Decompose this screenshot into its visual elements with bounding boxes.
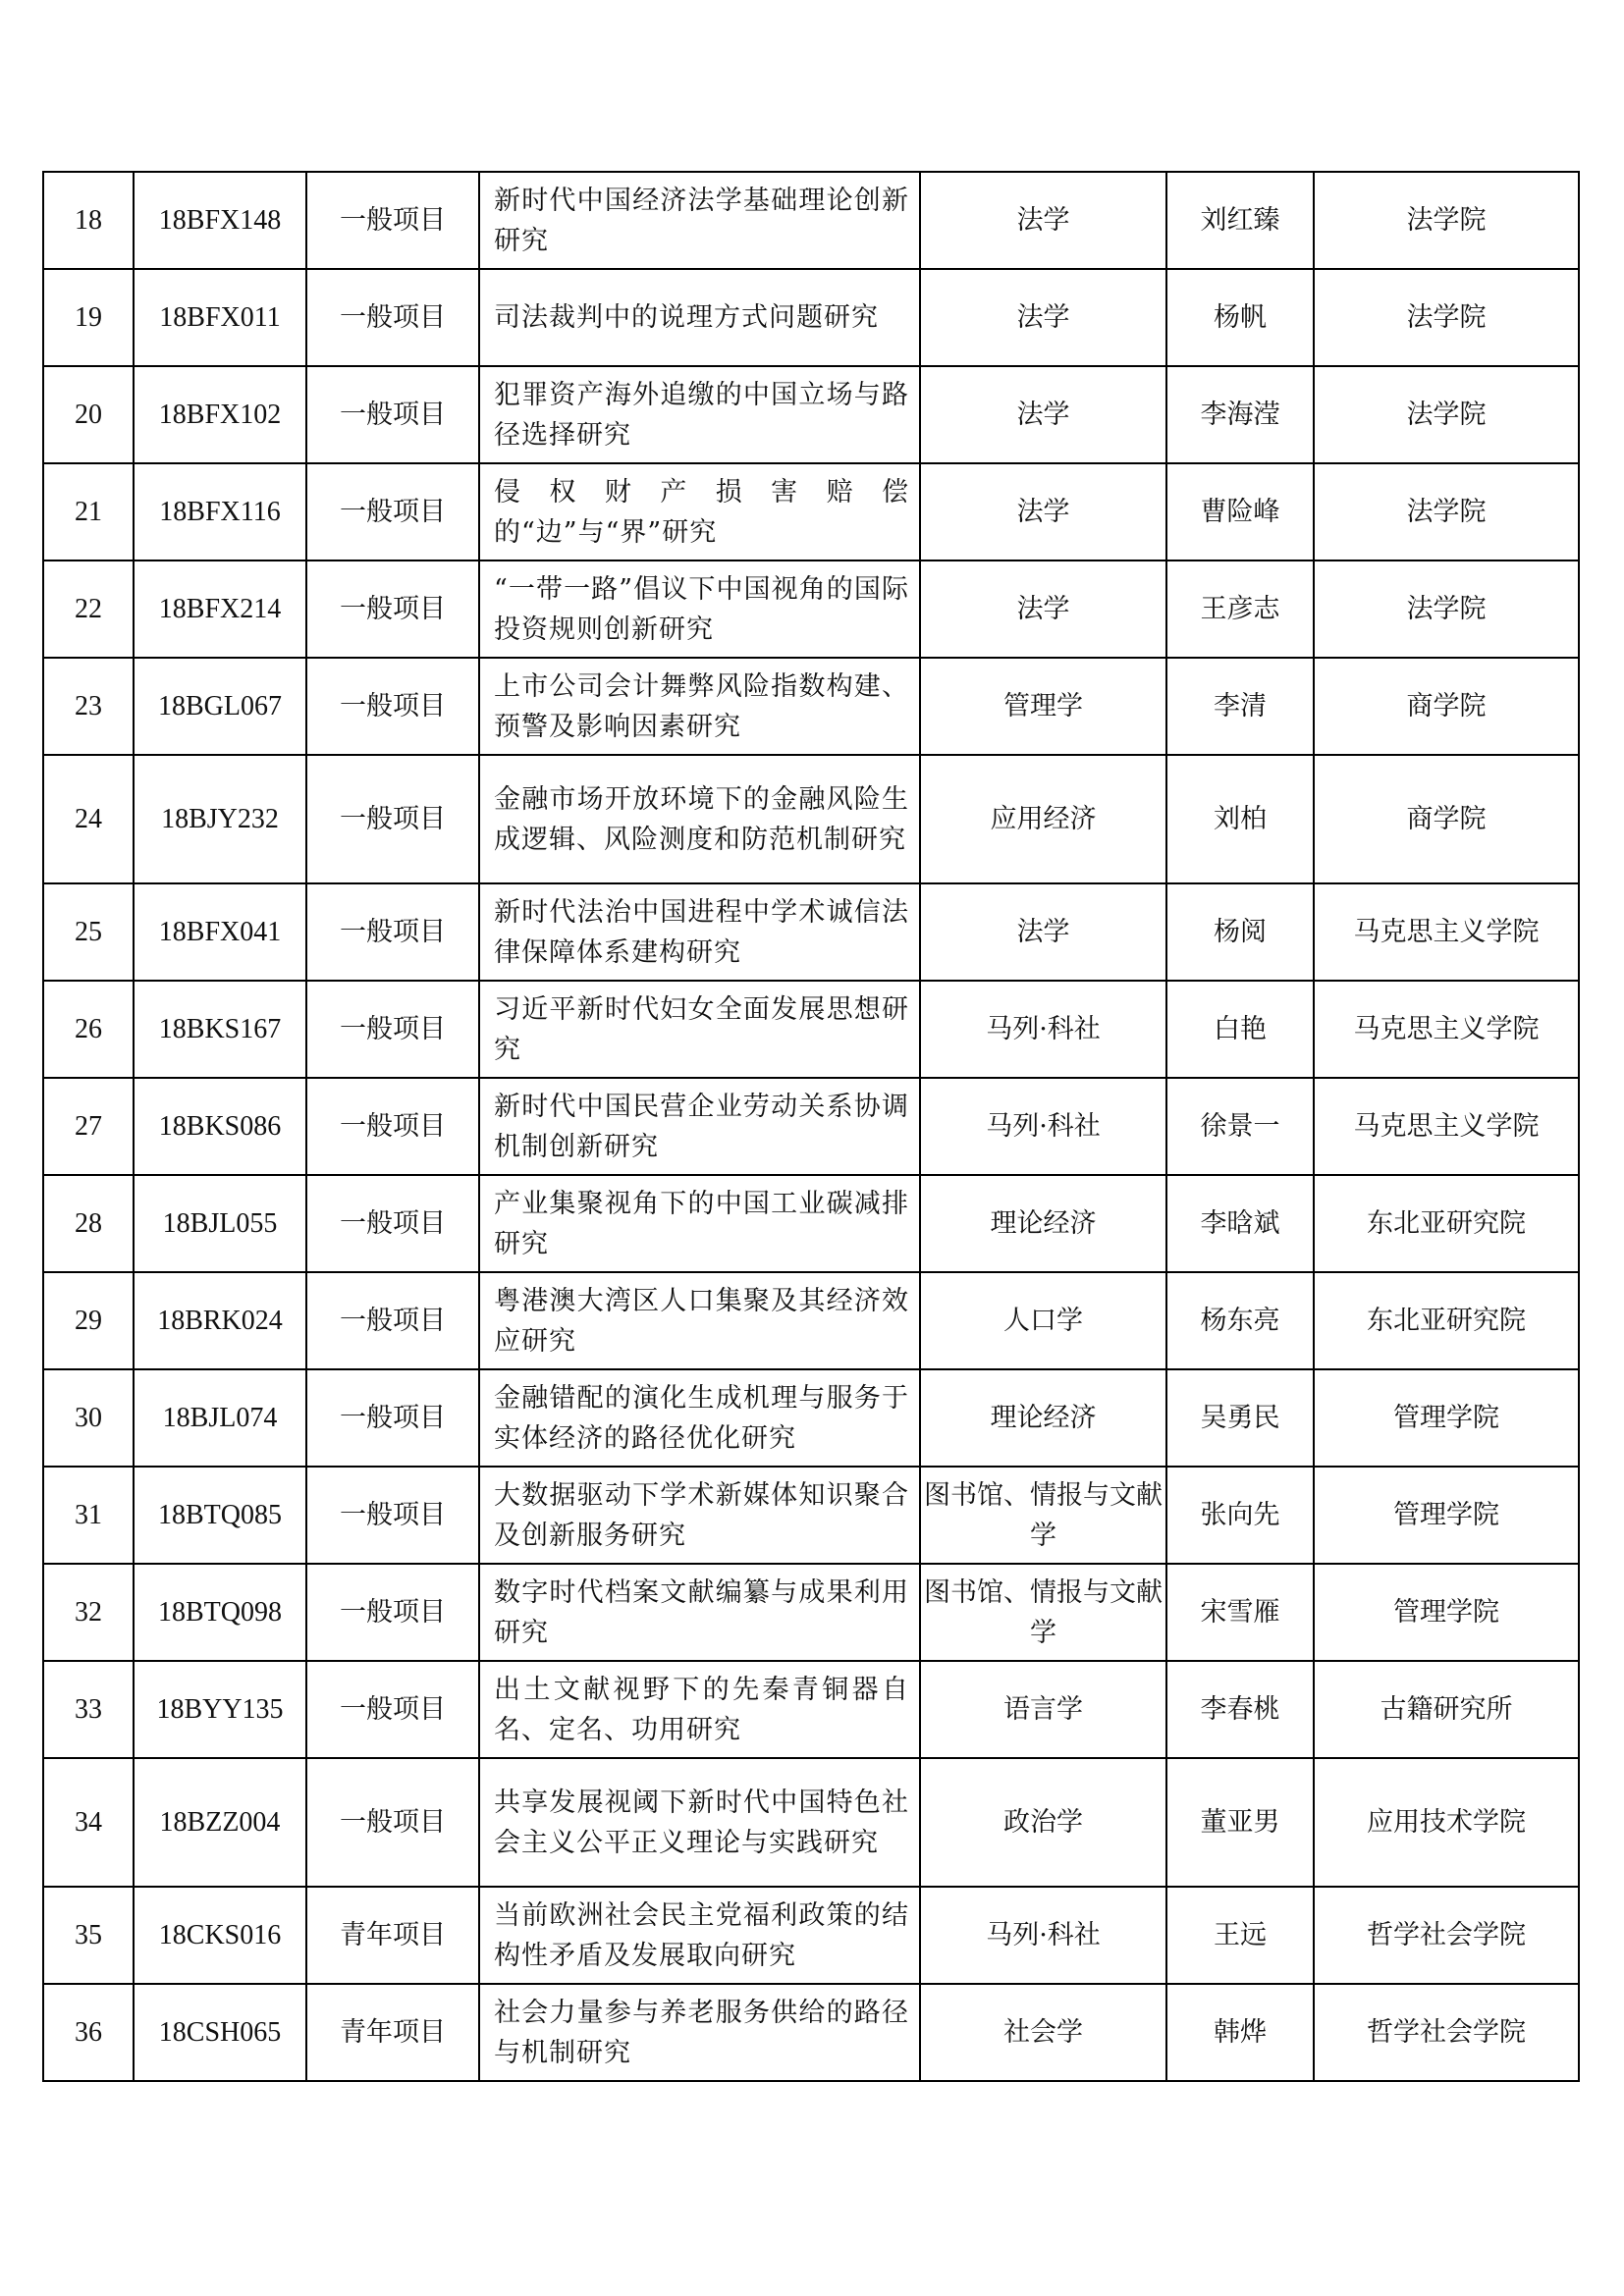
cell-leader: 刘柏 xyxy=(1166,755,1314,883)
cell-project-code: 18BFX011 xyxy=(134,269,306,366)
cell-discipline: 应用经济 xyxy=(920,755,1166,883)
cell-unit: 法学院 xyxy=(1314,463,1579,561)
table-row xyxy=(43,1564,1579,1661)
cell-leader: 曹险峰 xyxy=(1166,463,1314,561)
cell-project-code: 18BFX116 xyxy=(134,463,306,561)
cell-project-category: 一般项目 xyxy=(306,981,479,1078)
cell-number: 29 xyxy=(43,1272,134,1369)
cell-unit: 商学院 xyxy=(1314,755,1579,883)
cell-discipline: 图书馆、情报与文献学 xyxy=(920,1467,1166,1564)
cell-unit: 马克思主义学院 xyxy=(1314,981,1579,1078)
cell-project-category: 一般项目 xyxy=(306,1078,479,1175)
table-row xyxy=(43,1369,1579,1467)
cell-project-code: 18BYY135 xyxy=(134,1661,306,1758)
cell-number: 20 xyxy=(43,366,134,463)
cell-project-category: 一般项目 xyxy=(306,366,479,463)
cell-discipline: 理论经济 xyxy=(920,1175,1166,1272)
cell-leader: 杨东亮 xyxy=(1166,1272,1314,1369)
cell-project-code: 18BGL067 xyxy=(134,658,306,755)
cell-discipline: 语言学 xyxy=(920,1661,1166,1758)
cell-project-title: 新时代中国经济法学基础理论创新研究 xyxy=(479,172,920,269)
cell-project-title: 产业集聚视角下的中国工业碳减排研究 xyxy=(479,1175,920,1272)
cell-number: 33 xyxy=(43,1661,134,1758)
cell-number: 34 xyxy=(43,1758,134,1887)
cell-project-title: 上市公司会计舞弊风险指数构建、预警及影响因素研究 xyxy=(479,658,920,755)
cell-unit: 东北亚研究院 xyxy=(1314,1175,1579,1272)
cell-project-code: 18BTQ098 xyxy=(134,1564,306,1661)
cell-unit: 马克思主义学院 xyxy=(1314,1078,1579,1175)
cell-project-code: 18BRK024 xyxy=(134,1272,306,1369)
cell-project-category: 一般项目 xyxy=(306,269,479,366)
table-row xyxy=(43,658,1579,755)
cell-leader: 刘红臻 xyxy=(1166,172,1314,269)
cell-discipline: 法学 xyxy=(920,366,1166,463)
cell-number: 25 xyxy=(43,883,134,981)
cell-discipline: 管理学 xyxy=(920,658,1166,755)
cell-project-category: 一般项目 xyxy=(306,1272,479,1369)
cell-number: 36 xyxy=(43,1984,134,2081)
cell-number: 32 xyxy=(43,1564,134,1661)
cell-unit: 应用技术学院 xyxy=(1314,1758,1579,1887)
cell-number: 31 xyxy=(43,1467,134,1564)
cell-unit: 管理学院 xyxy=(1314,1369,1579,1467)
cell-project-category: 一般项目 xyxy=(306,1661,479,1758)
table-row xyxy=(43,1272,1579,1369)
cell-discipline: 法学 xyxy=(920,561,1166,658)
cell-leader: 张向先 xyxy=(1166,1467,1314,1564)
cell-discipline: 法学 xyxy=(920,172,1166,269)
table-row xyxy=(43,1984,1579,2081)
cell-leader: 李清 xyxy=(1166,658,1314,755)
cell-number: 28 xyxy=(43,1175,134,1272)
cell-project-category: 一般项目 xyxy=(306,883,479,981)
table-row xyxy=(43,981,1579,1078)
cell-project-category: 一般项目 xyxy=(306,1467,479,1564)
table-row xyxy=(43,561,1579,658)
cell-leader: 白艳 xyxy=(1166,981,1314,1078)
table-row xyxy=(43,1758,1579,1887)
cell-project-category: 一般项目 xyxy=(306,658,479,755)
cell-leader: 董亚男 xyxy=(1166,1758,1314,1887)
cell-project-category: 青年项目 xyxy=(306,1984,479,2081)
cell-unit: 哲学社会学院 xyxy=(1314,1887,1579,1984)
cell-unit: 马克思主义学院 xyxy=(1314,883,1579,981)
cell-project-title: 犯罪资产海外追缴的中国立场与路径选择研究 xyxy=(479,366,920,463)
cell-project-category: 一般项目 xyxy=(306,172,479,269)
cell-project-code: 18BJL055 xyxy=(134,1175,306,1272)
cell-discipline: 法学 xyxy=(920,883,1166,981)
table-row xyxy=(43,463,1579,561)
cell-unit: 哲学社会学院 xyxy=(1314,1984,1579,2081)
cell-unit: 管理学院 xyxy=(1314,1467,1579,1564)
cell-leader: 宋雪雁 xyxy=(1166,1564,1314,1661)
cell-project-category: 一般项目 xyxy=(306,1564,479,1661)
cell-project-category: 一般项目 xyxy=(306,1758,479,1887)
cell-project-title: 习近平新时代妇女全面发展思想研究 xyxy=(479,981,920,1078)
cell-unit: 古籍研究所 xyxy=(1314,1661,1579,1758)
cell-unit: 东北亚研究院 xyxy=(1314,1272,1579,1369)
cell-project-title: 司法裁判中的说理方式问题研究 xyxy=(479,269,920,366)
table-row xyxy=(43,1661,1579,1758)
table-row xyxy=(43,1467,1579,1564)
cell-project-code: 18BFX214 xyxy=(134,561,306,658)
cell-discipline: 社会学 xyxy=(920,1984,1166,2081)
cell-project-code: 18BJL074 xyxy=(134,1369,306,1467)
cell-leader: 杨阅 xyxy=(1166,883,1314,981)
cell-leader: 杨帆 xyxy=(1166,269,1314,366)
cell-project-code: 18BFX041 xyxy=(134,883,306,981)
cell-project-title: 当前欧洲社会民主党福利政策的结构性矛盾及发展取向研究 xyxy=(479,1887,920,1984)
cell-project-category: 一般项目 xyxy=(306,1369,479,1467)
cell-number: 26 xyxy=(43,981,134,1078)
cell-unit: 管理学院 xyxy=(1314,1564,1579,1661)
cell-number: 30 xyxy=(43,1369,134,1467)
cell-project-title: 金融错配的演化生成机理与服务于实体经济的路径优化研究 xyxy=(479,1369,920,1467)
cell-project-code: 18BZZ004 xyxy=(134,1758,306,1887)
cell-leader: 李海滢 xyxy=(1166,366,1314,463)
cell-project-code: 18CSH065 xyxy=(134,1984,306,2081)
cell-number: 21 xyxy=(43,463,134,561)
cell-unit: 法学院 xyxy=(1314,561,1579,658)
cell-leader: 吴勇民 xyxy=(1166,1369,1314,1467)
cell-number: 35 xyxy=(43,1887,134,1984)
table-row xyxy=(43,269,1579,366)
cell-number: 18 xyxy=(43,172,134,269)
cell-leader: 李晗斌 xyxy=(1166,1175,1314,1272)
cell-project-title: 新时代法治中国进程中学术诚信法律保障体系建构研究 xyxy=(479,883,920,981)
cell-unit: 法学院 xyxy=(1314,366,1579,463)
cell-leader: 王远 xyxy=(1166,1887,1314,1984)
table-row xyxy=(43,755,1579,883)
cell-project-title: 社会力量参与养老服务供给的路径与机制研究 xyxy=(479,1984,920,2081)
cell-project-title: 出土文献视野下的先秦青铜器自名、定名、功用研究 xyxy=(479,1661,920,1758)
cell-project-title: 共享发展视阈下新时代中国特色社会主义公平正义理论与实践研究 xyxy=(479,1758,920,1887)
cell-project-code: 18BKS086 xyxy=(134,1078,306,1175)
table-body xyxy=(43,172,1579,2081)
cell-project-category: 一般项目 xyxy=(306,755,479,883)
cell-project-code: 18BKS167 xyxy=(134,981,306,1078)
cell-number: 24 xyxy=(43,755,134,883)
cell-project-category: 青年项目 xyxy=(306,1887,479,1984)
cell-project-title: 新时代中国民营企业劳动关系协调机制创新研究 xyxy=(479,1078,920,1175)
cell-number: 23 xyxy=(43,658,134,755)
cell-discipline: 马列·科社 xyxy=(920,1078,1166,1175)
cell-project-code: 18BJY232 xyxy=(134,755,306,883)
table-row xyxy=(43,366,1579,463)
project-table xyxy=(42,171,1580,2082)
cell-unit: 商学院 xyxy=(1314,658,1579,755)
cell-leader: 韩烨 xyxy=(1166,1984,1314,2081)
cell-leader: 徐景一 xyxy=(1166,1078,1314,1175)
cell-discipline: 人口学 xyxy=(920,1272,1166,1369)
cell-unit: 法学院 xyxy=(1314,269,1579,366)
cell-discipline: 法学 xyxy=(920,269,1166,366)
cell-project-title: 金融市场开放环境下的金融风险生成逻辑、风险测度和防范机制研究 xyxy=(479,755,920,883)
cell-project-code: 18BFX148 xyxy=(134,172,306,269)
cell-discipline: 理论经济 xyxy=(920,1369,1166,1467)
table-row xyxy=(43,1887,1579,1984)
cell-project-category: 一般项目 xyxy=(306,463,479,561)
table-row xyxy=(43,1175,1579,1272)
cell-project-code: 18BFX102 xyxy=(134,366,306,463)
cell-project-title: 大数据驱动下学术新媒体知识聚合及创新服务研究 xyxy=(479,1467,920,1564)
cell-discipline: 马列·科社 xyxy=(920,1887,1166,1984)
cell-project-code: 18CKS016 xyxy=(134,1887,306,1984)
table-row xyxy=(43,1078,1579,1175)
cell-discipline: 法学 xyxy=(920,463,1166,561)
cell-leader: 王彦志 xyxy=(1166,561,1314,658)
cell-number: 22 xyxy=(43,561,134,658)
cell-project-code: 18BTQ085 xyxy=(134,1467,306,1564)
cell-project-title: 粤港澳大湾区人口集聚及其经济效应研究 xyxy=(479,1272,920,1369)
cell-discipline: 政治学 xyxy=(920,1758,1166,1887)
cell-project-category: 一般项目 xyxy=(306,561,479,658)
cell-discipline: 马列·科社 xyxy=(920,981,1166,1078)
table-row xyxy=(43,883,1579,981)
table-row xyxy=(43,172,1579,269)
cell-project-title: “一带一路”倡议下中国视角的国际投资规则创新研究 xyxy=(479,561,920,658)
cell-project-category: 一般项目 xyxy=(306,1175,479,1272)
cell-number: 27 xyxy=(43,1078,134,1175)
cell-leader: 李春桃 xyxy=(1166,1661,1314,1758)
cell-discipline: 图书馆、情报与文献学 xyxy=(920,1564,1166,1661)
cell-project-title: 侵权财产损害赔偿的“边”与“界”研究 xyxy=(479,463,920,561)
cell-project-title: 数字时代档案文献编纂与成果利用研究 xyxy=(479,1564,920,1661)
cell-number: 19 xyxy=(43,269,134,366)
cell-unit: 法学院 xyxy=(1314,172,1579,269)
